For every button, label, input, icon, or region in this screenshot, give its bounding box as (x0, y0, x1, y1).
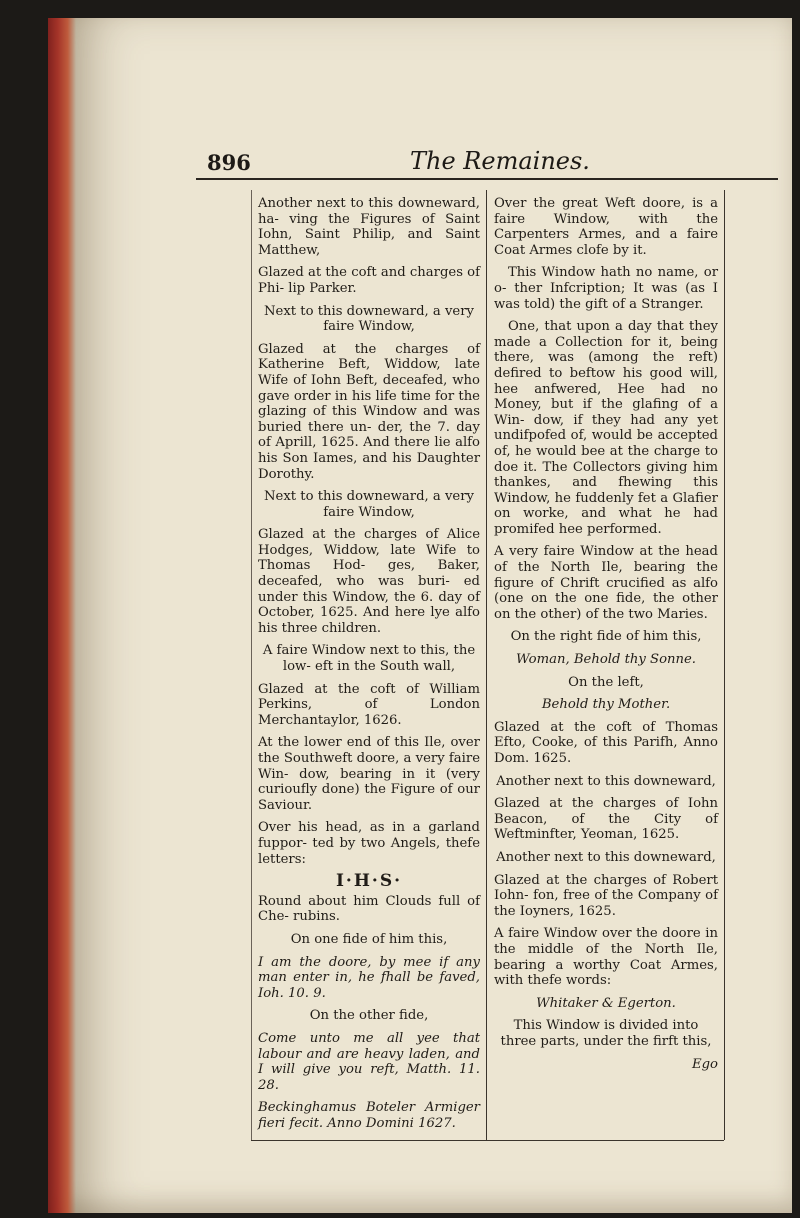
paragraph: Another next to this downeward, (496, 849, 716, 865)
scripture-quote: I am the doore, by mee if any man enter in, he fhall be faved, Ioh. 10. 9. (258, 954, 480, 1001)
catchword: Ego (691, 1056, 718, 1072)
paragraph: A very faire Window at the head of the North Ile, bearing the figure of Chrift crucified as alfo (one on the one fide, the other on the other) of the two Maries. (494, 544, 718, 622)
paragraph: On one fide of him this, (290, 931, 448, 947)
paragraph: Glazed at the charges of Robert Iohn- fon, free of the Company of the Ioyners, 1625. (494, 872, 718, 919)
paragraph: Glazed at the charges of Alice Hodges, Widdow, late Wife to Thomas Hod- ges, Baker, deceafed, who was buri- ed under this Window, the 6. day of October, 1625. And here lye alfo his three children. (258, 527, 480, 636)
paragraph: Glazed at the coft of William Perkins, of London Merchantaylor, 1626. (258, 681, 480, 728)
paragraph: On the other fide, (309, 1008, 429, 1024)
donor-inscription: Beckinghamus Boteler Armiger fieri fecit. Anno Domini 1627. (258, 1100, 480, 1131)
paragraph: On the left, (568, 674, 644, 690)
paragraph: One, that upon a day that they made a Collection for it, being there, was (among the reft) defired to beftow his good will, hee anfwered, Hee had no Money, but if the glafing of a Win- dow, if they had any yet undifpofed of, would be accepted of, he would bee at the charge to doe it. The Collectors giving him thankes, and fhewing this Window, he fuddenly fet a Glafier on worke, and what he had promifed hee performed. (494, 319, 718, 537)
paragraph: A faire Window over the doore in the middle of the North Ile, bearing a worthy Coat Armes, with thefe words: (494, 926, 718, 989)
paragraph: A faire Window next to this, the low- eft in the South wall, (262, 643, 476, 675)
ihs-monogram: I·H·S· (335, 871, 403, 892)
paragraph: Next to this downeward, a very faire Window, (264, 489, 474, 520)
paragraph: This Window is divided into three parts, under the firft this, (500, 1018, 712, 1049)
header-rule (196, 178, 778, 180)
right-margin-rule (724, 190, 725, 1140)
paragraph: This Window hath no name, or o- ther Infcription; It was (as I was told) the gift of a Stranger. (494, 265, 718, 312)
paragraph: Glazed at the charges of Iohn Beacon, of the City of Weftminfter, Yeoman, 1625. (494, 796, 718, 843)
scripture-quote: Woman, Behold thy Sonne. (515, 652, 696, 668)
left-margin-rule (251, 190, 252, 1140)
paragraph: Round about him Clouds full of Che- rubins. (258, 893, 480, 925)
scripture-quote: Come unto me all yee that labour and are heavy laden, and I will give you reft, Matth. 11. 28. (258, 1030, 480, 1093)
page-number: 896 (207, 150, 251, 175)
footer-rule (251, 1140, 724, 1141)
column-divider (486, 190, 487, 1140)
right-column (494, 196, 718, 1072)
left-column (258, 196, 480, 1138)
motto: Whitaker & Egerton. (536, 995, 676, 1011)
paragraph: At the lower end of this Ile, over the Southweft doore, a very faire Win- dow, bearing in it (very curioufly done) the Figure of our Saviour. (258, 735, 480, 813)
paragraph: Another next to this downeward, ha- ving the Figures of Saint Iohn, Saint Philip, and Saint Matthew, (258, 196, 480, 258)
paragraph: Another next to this downeward, (496, 773, 716, 789)
scripture-quote: Behold thy Mother. (541, 697, 671, 713)
paragraph: Next to this downeward, a very faire Window, (264, 303, 474, 335)
running-title: The Remaines. (410, 147, 590, 175)
paragraph: Glazed at the coft and charges of Phi- lip Parker. (258, 265, 480, 296)
paragraph: Over his head, as in a garland fuppor- ted by two Angels, thefe letters: (258, 820, 480, 867)
paragraph: Glazed at the coft of Thomas Efto, Cooke, of this Parifh, Anno Dom. 1625. (494, 719, 718, 766)
paragraph: On the right fide of him this, (510, 629, 702, 645)
binding-gutter (48, 18, 76, 1213)
paragraph: Over the great Weft doore, is a faire Window, with the Carpenters Armes, and a faire Coat Armes clofe by it. (494, 196, 718, 258)
paragraph: Glazed at the charges of Katherine Beft, Widdow, late Wife of Iohn Beft, deceafed, who gave order in his life time for the glazing of this Window and was buried there un- der, the 7. day of Aprill, 1625. And there lie alfo his Son Iames, and his Daughter Dorothy. (258, 341, 480, 482)
